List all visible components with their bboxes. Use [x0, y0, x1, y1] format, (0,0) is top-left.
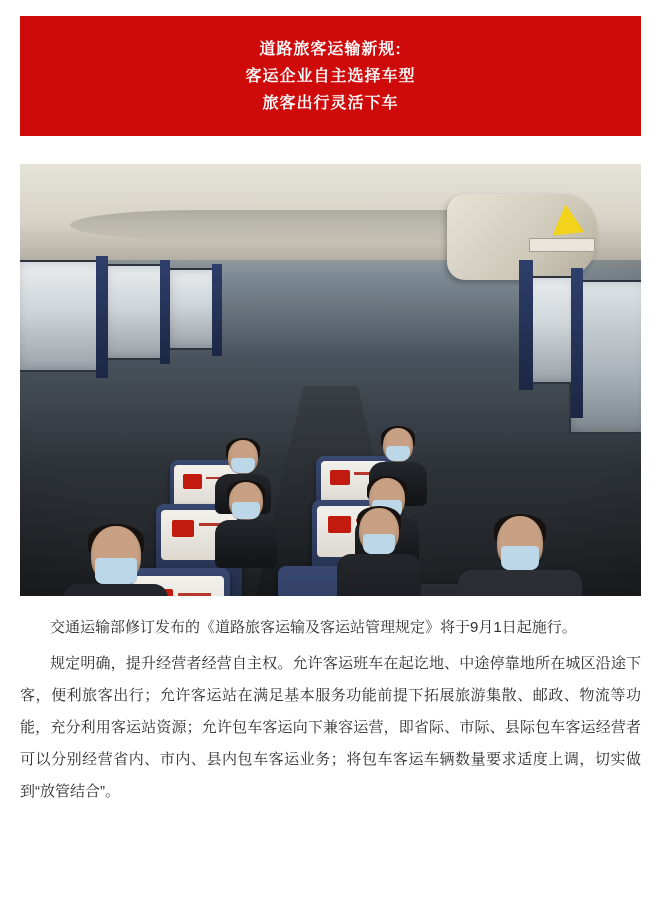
window-pillar-5: [571, 268, 583, 418]
face-mask: [232, 502, 260, 519]
passenger-front-left: [68, 526, 164, 596]
torso: [458, 570, 582, 596]
window-pillar-1: [96, 256, 108, 378]
torso: [215, 520, 277, 568]
face-mask: [386, 446, 410, 461]
passenger-middle-left: [216, 482, 276, 566]
article-body: [20, 612, 641, 812]
window-left-1: [20, 260, 106, 372]
headline-banner: [20, 16, 641, 136]
face-mask: [231, 458, 255, 473]
article-paragraph-2: 规定明确，提升经营者经营自主权。允许客运班车在起讫地、中途停靠地所在城区沿途下客，便利旅客出行；允许客运站在满足基本服务功能前提下拓展旅游集散、邮政、物流等功能，充分利用客运站资源；允许包车客运向下兼容运营，即省际、市际、县际包车客运经营者可以分别经营省内、市内、县内包车客运业务；将包车客运车辆数量要求适度上调，切实做到“放管结合”。: [20, 655, 641, 800]
window-pillar-2: [160, 260, 170, 364]
passenger-front-right: [460, 516, 580, 596]
window-pillar-3: [212, 264, 222, 356]
headline-line-2: 客运企业自主选择车型: [245, 67, 416, 85]
article-paragraph-1: 交通运输部修订发布的《道路旅客运输及客运站管理规定》将于9月1日起施行。: [50, 619, 577, 636]
hatch-label: [529, 238, 595, 252]
face-mask: [501, 546, 539, 570]
face-mask: [95, 558, 137, 584]
headline-line-1: 道路旅客运输新规:: [259, 40, 402, 58]
passenger-aisle-right: [338, 508, 420, 596]
headline-line-3: 旅客出行灵活下车: [262, 94, 399, 112]
bus-interior-photo: [20, 164, 641, 596]
face-mask: [363, 534, 395, 554]
window-pillar-4: [519, 260, 533, 390]
torso: [337, 554, 421, 596]
photo-background: [20, 164, 641, 596]
torso: [64, 584, 168, 596]
